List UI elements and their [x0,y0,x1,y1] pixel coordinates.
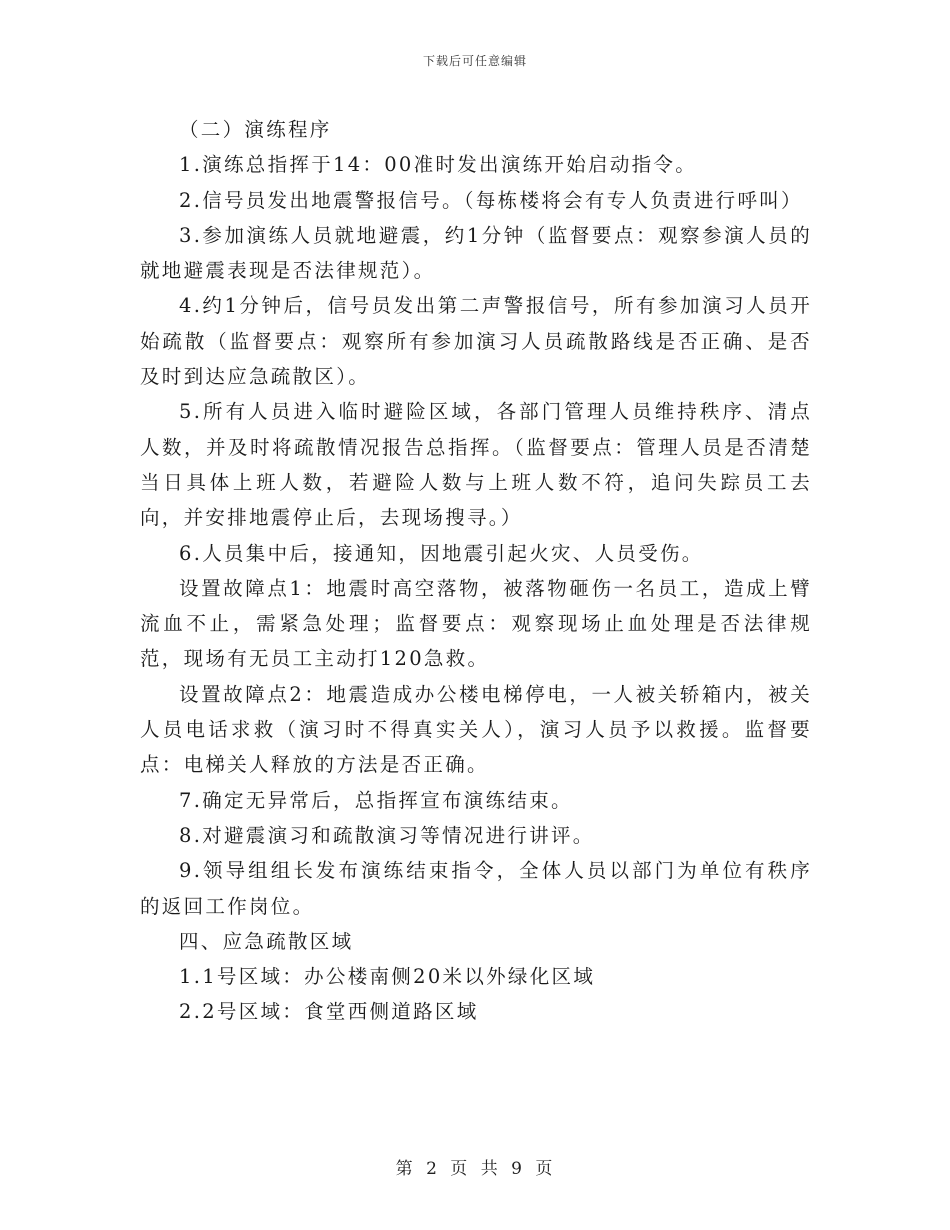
paragraph-step-9: 9.领导组组长发布演练结束指令，全体人员以部门为单位有秩序的返回工作岗位。 [140,859,812,918]
section-heading-evacuation-areas: 四、应急疏散区域 [179,929,354,953]
page-footer: 第 2 页 共 9 页 [395,1159,555,1179]
section-heading-drill-procedure: （二）演练程序 [179,118,332,141]
paragraph-fault-point-1: 设置故障点1：地震时高空落物，被落物砸伤一名员工，造成上臂流血不止，需紧急处理；监督要点：观察现场止血处理是否法律规范，现场有无员工主动打120急救。 [140,576,812,671]
paragraph-step-8: 8.对避震演习和疏散演习等情况进行讲评。 [179,823,595,847]
paragraph-step-2: 2.信号员发出地震警报信号。（每栋楼将会有专人负责进行呼叫） [179,188,803,212]
paragraph-area-2: 2.2号区域：食堂西侧道路区域 [179,1000,479,1024]
paragraph-step-1: 1.演练总指挥于14：00准时发出演练开始启动指令。 [179,153,698,177]
paragraph-step-6: 6.人员集中后，接通知，因地震引起火灾、人员受伤。 [179,541,704,565]
paragraph-step-4: 4.约1分钟后，信号员发出第二声警报信号，所有参加演习人员开始疏散（监督要点：观察所有参加演习人员疏散路线是否正确、是否及时到达应急疏散区）。 [140,294,812,389]
paragraph-step-5: 5.所有人员进入临时避险区域，各部门管理人员维持秩序、清点人数，并及时将疏散情况报告总指挥。（监督要点：管理人员是否清楚当日具体上班人数，若避险人数与上班人数不符，追问失踪员工去向，并安排地震停止后，去现场搜寻。） [140,400,812,530]
page-header: 下载后可任意编辑 [422,54,527,68]
paragraph-step-3: 3.参加演练人员就地避震，约1分钟（监督要点：观察参演人员的就地避震表现是否法律规范）。 [140,223,812,283]
paragraph-area-1: 1.1号区域：办公楼南侧20米以外绿化区域 [179,965,596,989]
paragraph-fault-point-2: 设置故障点2：地震造成办公楼电梯停电，一人被关轿箱内，被关人员电话求救（演习时不得真实关人），演习人员予以救援。监督要点：电梯关人释放的方法是否正确。 [140,682,812,777]
paragraph-step-7: 7.确定无异常后，总指挥宣布演练结束。 [179,788,573,812]
document-body [140,112,812,1030]
